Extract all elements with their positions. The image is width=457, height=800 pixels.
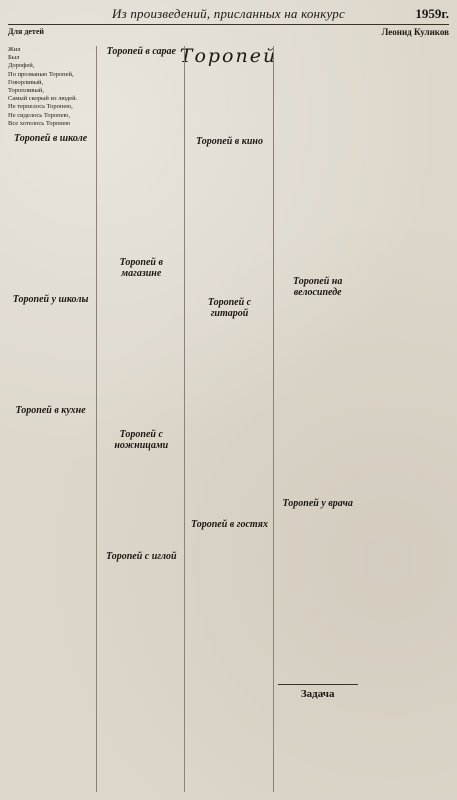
- poem-line: Жил: [8, 46, 21, 53]
- section-heading: Торопей у школы: [12, 294, 89, 306]
- section-heading: Торопей на велосипеде: [293, 276, 343, 298]
- column-4: [273, 46, 361, 792]
- poem-intro: [8, 46, 93, 128]
- author-name: Леонид Куликов: [381, 27, 449, 37]
- section-heading: Торопей в кухне: [15, 405, 86, 417]
- column-1: [8, 46, 96, 792]
- text-columns: [8, 46, 449, 792]
- section-label: Для детей: [8, 27, 45, 36]
- section-heading: Торопей в сарае: [106, 46, 176, 57]
- section-heading: Торопей в гостях: [191, 519, 268, 530]
- subline: [8, 27, 449, 43]
- task-heading: Задача: [300, 688, 335, 700]
- masthead: [8, 6, 449, 25]
- section-heading: Торопей в школе: [14, 133, 88, 145]
- section-heading: Торопей с иглой: [106, 551, 177, 562]
- poem-line: Все хотелось Торопею: [8, 119, 71, 127]
- poem-line: Был: [8, 54, 20, 62]
- section-heading: Торопей в кино: [196, 136, 263, 147]
- poem-line: Торопливый,: [8, 87, 44, 95]
- task-box: [278, 684, 358, 700]
- page-title: Торопей: [179, 45, 278, 67]
- column-3: [184, 46, 272, 792]
- poem-line: Не сиделось Торопею,: [8, 111, 70, 119]
- section-heading: Торопей у врача: [282, 498, 353, 509]
- poem-line: Не терпелось Торопею,: [8, 103, 73, 111]
- poem-line: По прозванью Торопей,: [8, 70, 74, 78]
- section-heading: Торопей с ножницами: [114, 429, 169, 451]
- section-heading: Торопей с гитарой: [207, 297, 252, 319]
- column-2: [96, 46, 184, 792]
- publication-year: 1959г.: [415, 6, 449, 21]
- contest-rubric: Из произведений, присланных на конкурс: [112, 6, 345, 21]
- poem-line: Говорливый,: [8, 78, 44, 86]
- section-heading: Торопей в магазине: [119, 257, 163, 279]
- poem-line: Самый скорый из людей.: [8, 95, 78, 103]
- poem-line: Дорофей,: [8, 62, 35, 70]
